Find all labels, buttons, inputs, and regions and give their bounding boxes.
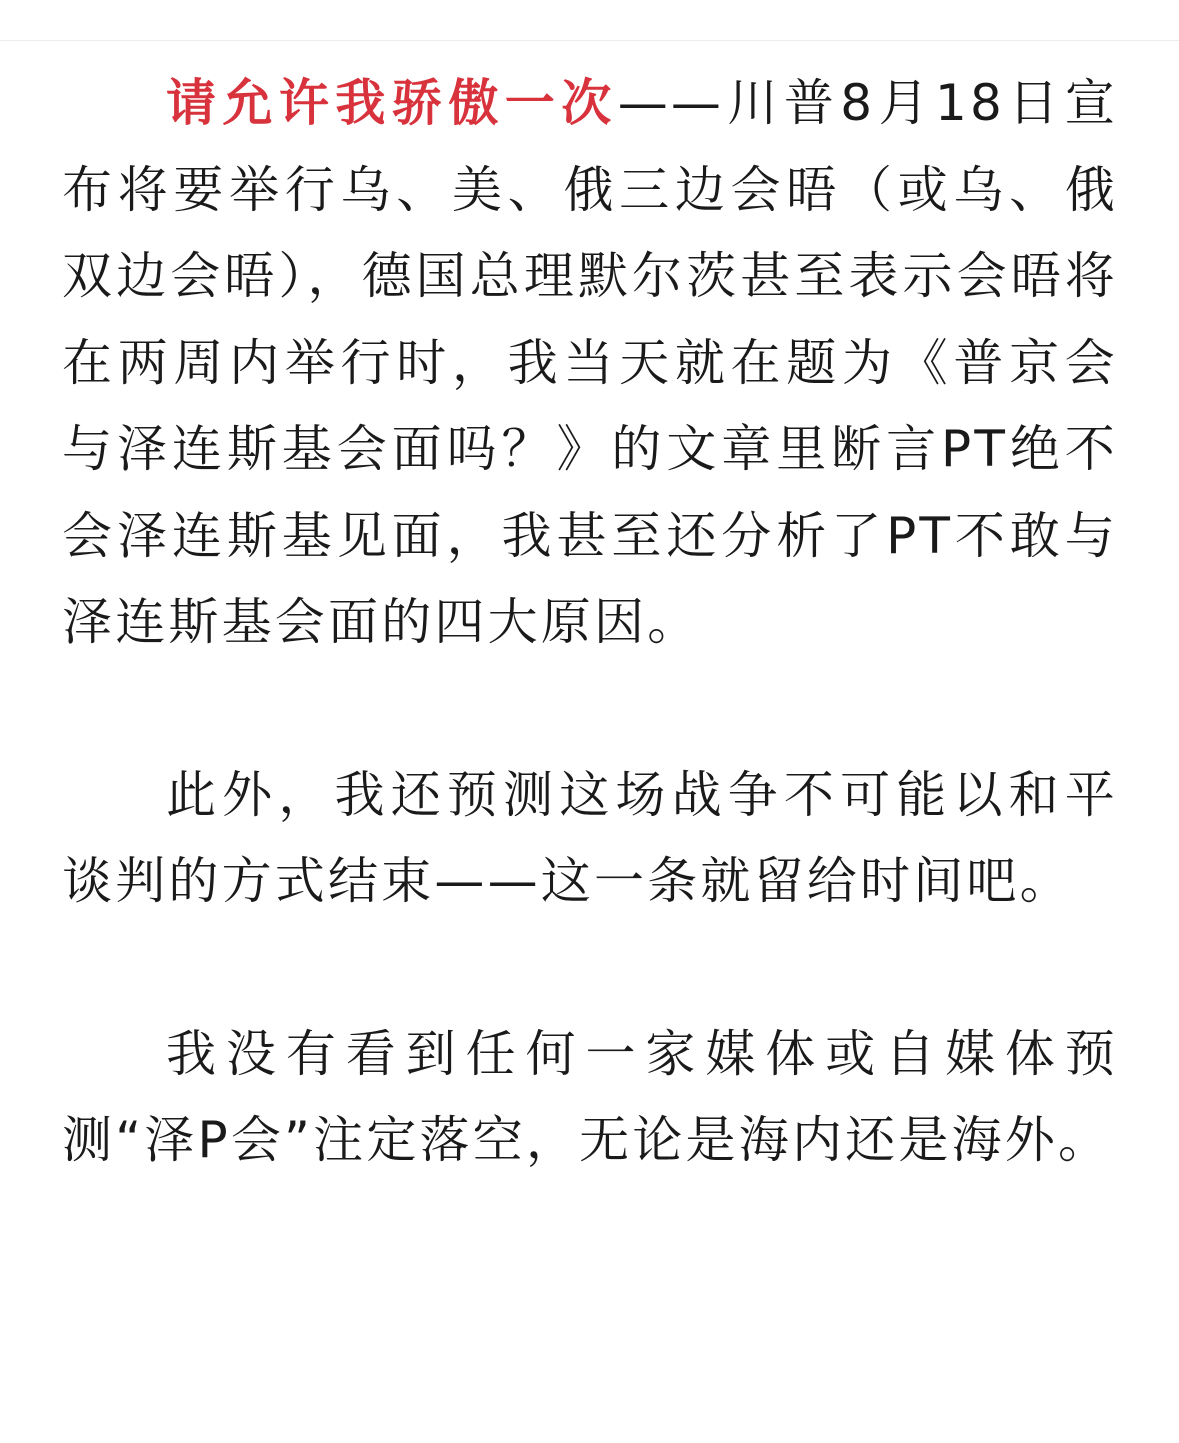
paragraph-2-text: 此外，我还预测这场战争不可能以和平谈判的方式结束——这一条就留给时间吧。 bbox=[62, 765, 1118, 910]
paragraph-1 bbox=[62, 60, 1118, 666]
paragraph-3-text: 我没有看到任何一家媒体或自媒体预测“泽P会”注定落空，无论是海内还是海外。 bbox=[62, 1024, 1118, 1169]
article-body bbox=[62, 60, 1118, 1184]
paragraph-2 bbox=[62, 752, 1118, 925]
highlight-lead: 请允许我骄傲一次 bbox=[166, 74, 618, 132]
paragraph-1-text: ——川普8月18日宣布将要举行乌、美、俄三边会晤（或乌、俄双边会晤），德国总理默尔茨甚至表示会晤将在两周内举行时，我当天就在题为《普京会与泽连斯基会面吗？》的文章里断言PT绝不会泽连斯基见面，我甚至还分析了PT不敢与泽连斯基会面的四大原因。 bbox=[62, 74, 1118, 651]
top-bar-divider bbox=[0, 0, 1179, 41]
paragraph-3 bbox=[62, 1011, 1118, 1184]
